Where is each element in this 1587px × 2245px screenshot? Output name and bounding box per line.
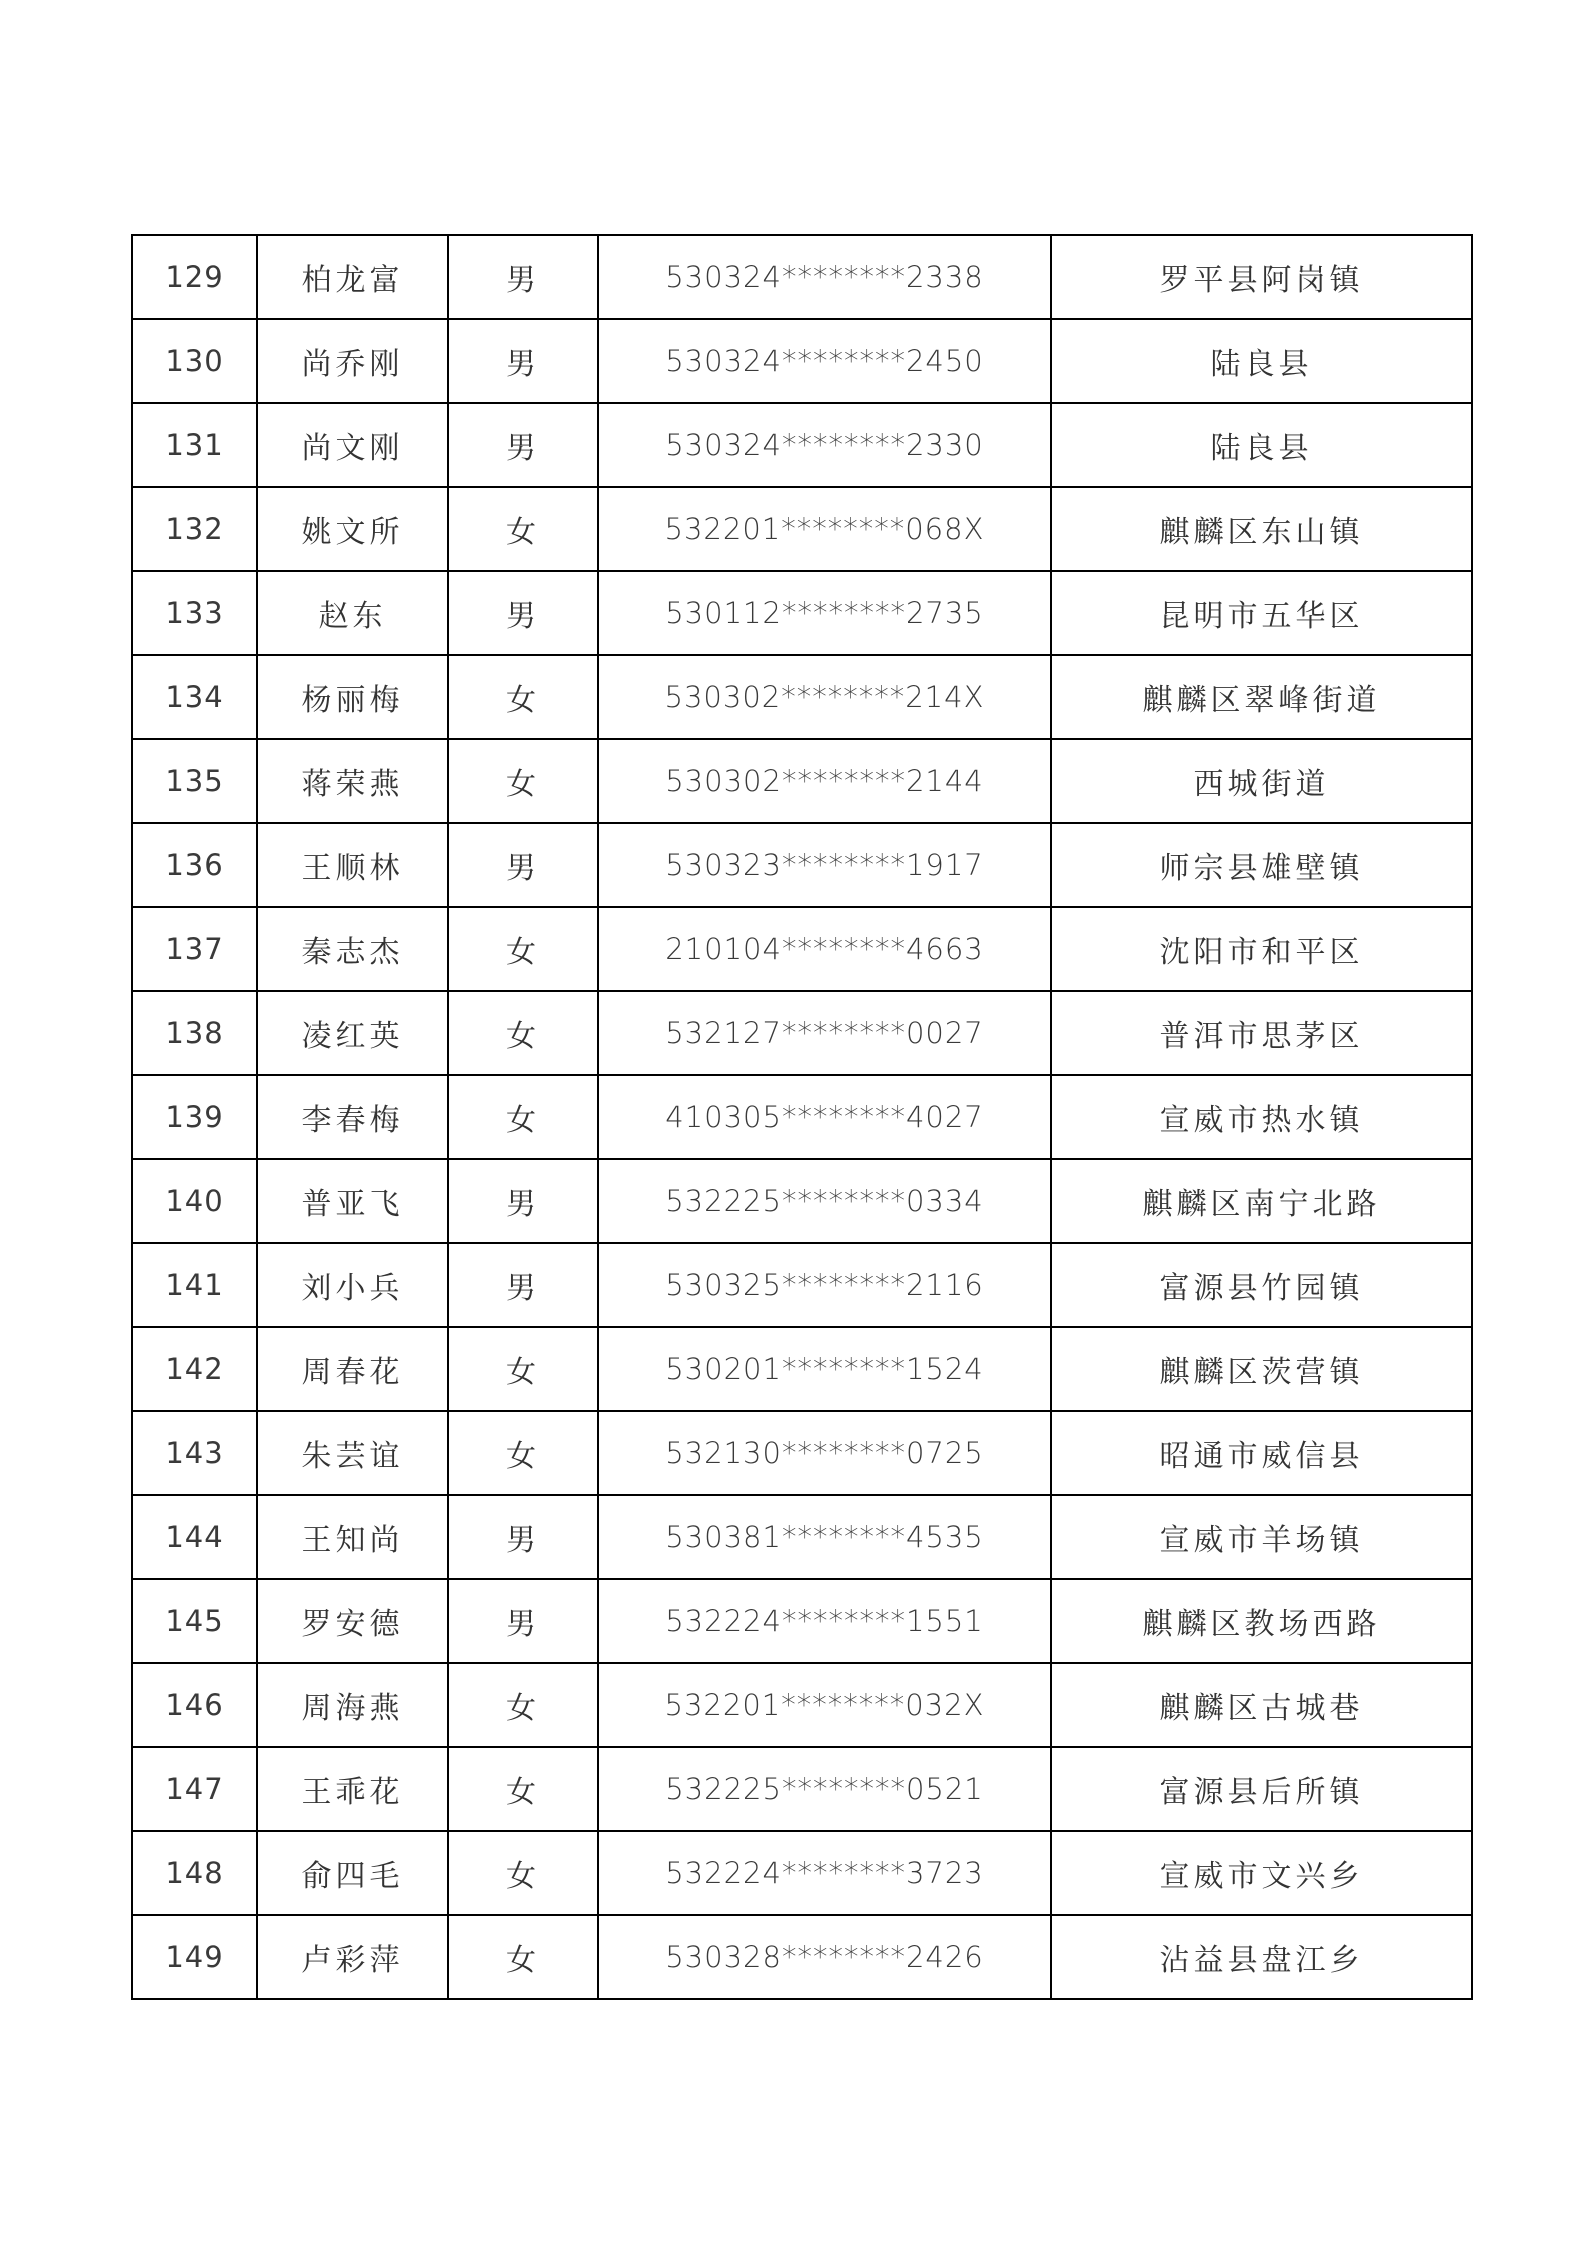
table-row	[132, 235, 1472, 319]
table-row	[132, 1495, 1472, 1579]
row-number: 143	[132, 1411, 257, 1495]
address-cell: 陆良县	[1051, 403, 1472, 487]
address-cell: 富源县后所镇	[1051, 1747, 1472, 1831]
table-row	[132, 1663, 1472, 1747]
row-number: 140	[132, 1159, 257, 1243]
table-row	[132, 319, 1472, 403]
person-name: 赵东	[257, 571, 448, 655]
person-name: 姚文所	[257, 487, 448, 571]
gender-cell: 男	[448, 571, 598, 655]
row-number: 134	[132, 655, 257, 739]
address-cell: 罗平县阿岗镇	[1051, 235, 1472, 319]
gender-cell: 女	[448, 1663, 598, 1747]
id-number: 530323********1917	[598, 823, 1051, 907]
gender-cell: 女	[448, 1915, 598, 1999]
gender-cell: 女	[448, 655, 598, 739]
row-number: 133	[132, 571, 257, 655]
id-number: 532225********0521	[598, 1747, 1051, 1831]
row-number: 144	[132, 1495, 257, 1579]
table-row	[132, 739, 1472, 823]
gender-cell: 男	[448, 319, 598, 403]
gender-cell: 男	[448, 1243, 598, 1327]
person-name: 刘小兵	[257, 1243, 448, 1327]
id-number: 530324********2338	[598, 235, 1051, 319]
table-row	[132, 1579, 1472, 1663]
row-number: 130	[132, 319, 257, 403]
address-cell: 富源县竹园镇	[1051, 1243, 1472, 1327]
table-row	[132, 1327, 1472, 1411]
id-number: 530324********2450	[598, 319, 1051, 403]
gender-cell: 男	[448, 1579, 598, 1663]
gender-cell: 女	[448, 1075, 598, 1159]
row-number: 146	[132, 1663, 257, 1747]
table-row	[132, 823, 1472, 907]
address-cell: 陆良县	[1051, 319, 1472, 403]
address-cell: 宣威市文兴乡	[1051, 1831, 1472, 1915]
person-name: 秦志杰	[257, 907, 448, 991]
table-row	[132, 1411, 1472, 1495]
address-cell: 昭通市威信县	[1051, 1411, 1472, 1495]
address-cell: 麒麟区翠峰街道	[1051, 655, 1472, 739]
table-row	[132, 1075, 1472, 1159]
table-row	[132, 1243, 1472, 1327]
id-number: 530325********2116	[598, 1243, 1051, 1327]
id-number: 530324********2330	[598, 403, 1051, 487]
address-cell: 宣威市热水镇	[1051, 1075, 1472, 1159]
table-row	[132, 571, 1472, 655]
row-number: 137	[132, 907, 257, 991]
gender-cell: 女	[448, 739, 598, 823]
person-name: 俞四毛	[257, 1831, 448, 1915]
id-number: 210104********4663	[598, 907, 1051, 991]
person-name: 凌红英	[257, 991, 448, 1075]
person-name: 卢彩萍	[257, 1915, 448, 1999]
table-row	[132, 655, 1472, 739]
table-row	[132, 1159, 1472, 1243]
table-row	[132, 1915, 1472, 1999]
address-cell: 麒麟区南宁北路	[1051, 1159, 1472, 1243]
address-cell: 普洱市思茅区	[1051, 991, 1472, 1075]
row-number: 132	[132, 487, 257, 571]
person-name: 尚乔刚	[257, 319, 448, 403]
id-number: 530381********4535	[598, 1495, 1051, 1579]
id-number: 530328********2426	[598, 1915, 1051, 1999]
row-number: 142	[132, 1327, 257, 1411]
row-number: 139	[132, 1075, 257, 1159]
gender-cell: 女	[448, 907, 598, 991]
id-number: 530112********2735	[598, 571, 1051, 655]
row-number: 148	[132, 1831, 257, 1915]
table-row	[132, 907, 1472, 991]
id-number: 532224********1551	[598, 1579, 1051, 1663]
address-cell: 昆明市五华区	[1051, 571, 1472, 655]
id-number: 532224********3723	[598, 1831, 1051, 1915]
table-row	[132, 1747, 1472, 1831]
address-cell: 麒麟区教场西路	[1051, 1579, 1472, 1663]
id-number: 530201********1524	[598, 1327, 1051, 1411]
id-number: 532225********0334	[598, 1159, 1051, 1243]
address-cell: 宣威市羊场镇	[1051, 1495, 1472, 1579]
person-name: 李春梅	[257, 1075, 448, 1159]
person-name: 王知尚	[257, 1495, 448, 1579]
address-cell: 沾益县盘江乡	[1051, 1915, 1472, 1999]
gender-cell: 男	[448, 403, 598, 487]
roster-table-body	[132, 235, 1472, 1999]
address-cell: 麒麟区古城巷	[1051, 1663, 1472, 1747]
table-row	[132, 991, 1472, 1075]
gender-cell: 女	[448, 991, 598, 1075]
person-name: 周春花	[257, 1327, 448, 1411]
row-number: 131	[132, 403, 257, 487]
gender-cell: 女	[448, 1831, 598, 1915]
gender-cell: 男	[448, 823, 598, 907]
person-name: 杨丽梅	[257, 655, 448, 739]
row-number: 129	[132, 235, 257, 319]
id-number: 532130********0725	[598, 1411, 1051, 1495]
row-number: 141	[132, 1243, 257, 1327]
id-number: 530302********214X	[598, 655, 1051, 739]
gender-cell: 女	[448, 1411, 598, 1495]
id-number: 410305********4027	[598, 1075, 1051, 1159]
id-number: 530302********2144	[598, 739, 1051, 823]
address-cell: 西城街道	[1051, 739, 1472, 823]
row-number: 145	[132, 1579, 257, 1663]
table-row	[132, 1831, 1472, 1915]
gender-cell: 女	[448, 1747, 598, 1831]
person-name: 周海燕	[257, 1663, 448, 1747]
person-name: 朱芸谊	[257, 1411, 448, 1495]
gender-cell: 男	[448, 1495, 598, 1579]
person-name: 王乖花	[257, 1747, 448, 1831]
gender-cell: 男	[448, 235, 598, 319]
table-row	[132, 403, 1472, 487]
id-number: 532127********0027	[598, 991, 1051, 1075]
person-name: 尚文刚	[257, 403, 448, 487]
row-number: 147	[132, 1747, 257, 1831]
table-row	[132, 487, 1472, 571]
row-number: 136	[132, 823, 257, 907]
person-name: 王顺林	[257, 823, 448, 907]
gender-cell: 女	[448, 1327, 598, 1411]
gender-cell: 男	[448, 1159, 598, 1243]
row-number: 149	[132, 1915, 257, 1999]
row-number: 135	[132, 739, 257, 823]
person-name: 柏龙富	[257, 235, 448, 319]
address-cell: 麒麟区茨营镇	[1051, 1327, 1472, 1411]
person-name: 罗安德	[257, 1579, 448, 1663]
person-name: 普亚飞	[257, 1159, 448, 1243]
id-number: 532201********032X	[598, 1663, 1051, 1747]
roster-table	[131, 234, 1473, 2000]
id-number: 532201********068X	[598, 487, 1051, 571]
address-cell: 师宗县雄壁镇	[1051, 823, 1472, 907]
row-number: 138	[132, 991, 257, 1075]
address-cell: 沈阳市和平区	[1051, 907, 1472, 991]
address-cell: 麒麟区东山镇	[1051, 487, 1472, 571]
person-name: 蒋荣燕	[257, 739, 448, 823]
gender-cell: 女	[448, 487, 598, 571]
